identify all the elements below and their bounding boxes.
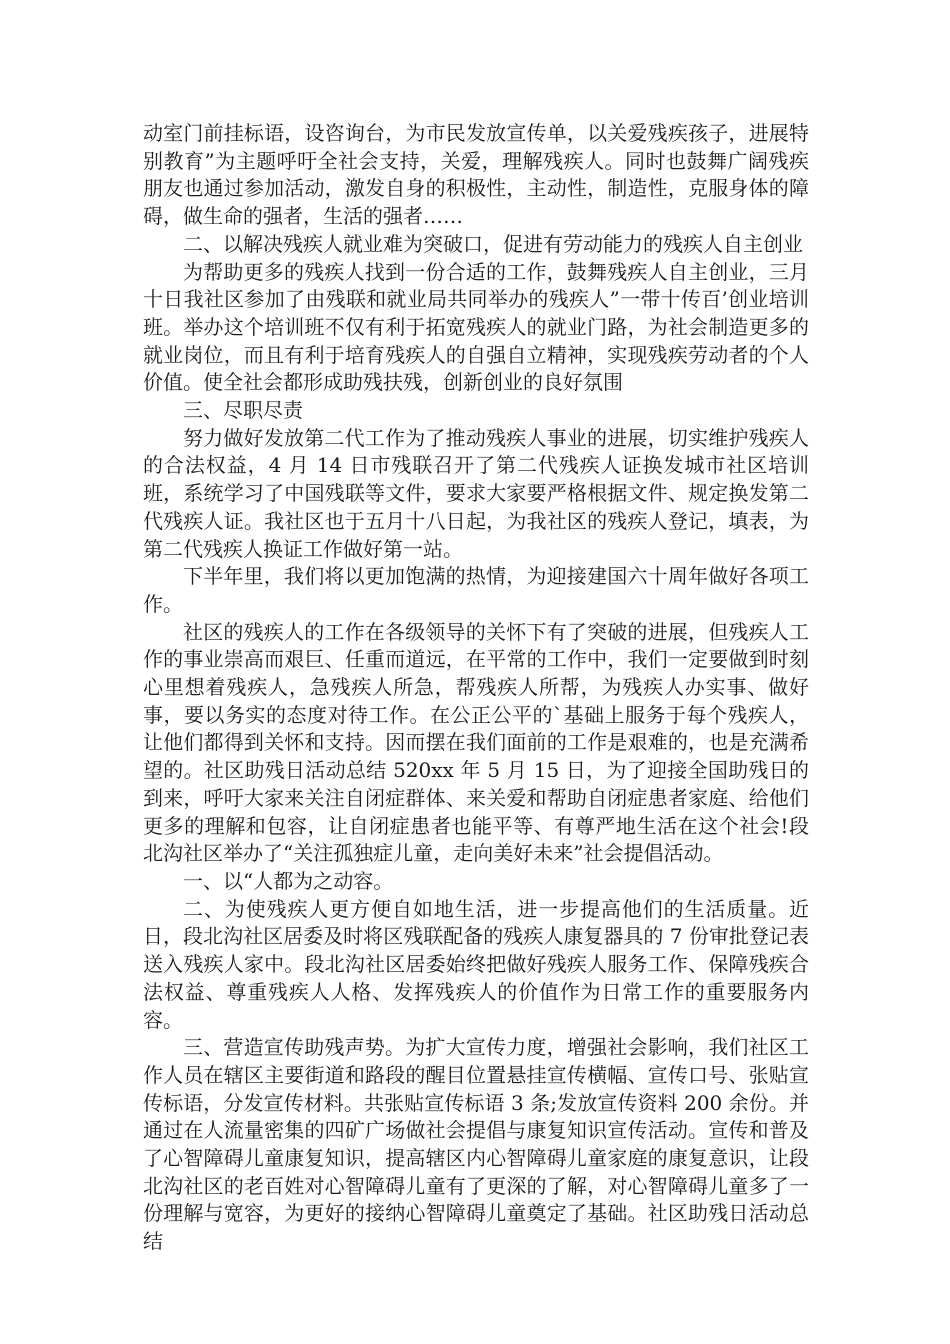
paragraph: 二、为使残疾人更方便自如地生活，进一步提高他们的生活质量。近日，段北沟社区居委及时将区残联配备的残疾人康复器具的 7 份审批登记表送入残疾人家中。段北沟社区居委始终把做好残疾人服务工作、保障残疾合法权益、尊重残疾人人格、发挥残疾人的价值作为日常工作的重要服务内容。 — [143, 896, 809, 1032]
section-heading-1: 一、以“人都为之动容。 — [183, 868, 394, 893]
section-heading-3: 三、尽职尽责 — [183, 398, 303, 423]
paragraph: 三、营造宣传助残声势。为扩大宣传力度，增强社会影响，我们社区工作人员在辖区主要街道和路段的醒目位置悬挂宣传横幅、宣传口号、张贴宣传标语，分发宣传材料。共张贴宣传标语 3 条;发放宣传资料 200 余份。并通过在人流量密集的四矿广场做社会提倡与康复知识宣传活动。宣传和普及了心智障碍儿童康复知识，提高辖区内心智障碍儿童家庭的康复意识，让段北沟社区的老百姓对心智障碍儿童有了更深的了解，对心智障碍儿童多了一份理解与宽容，为更好的接纳心智障碍儿童奠定了基础。社区助残日活动总结 — [143, 1035, 809, 1254]
paragraph: 动室门前挂标语，设咨询台，为市民发放宣传单，以关爱残疾孩子，进展特别教育”为主题呼吁全社会支持，关爱，理解残疾人。同时也鼓舞广阔残疾朋友也通过参加活动，激发自身的积极性，主动性，制造性，克服身体的障碍，做生命的强者，生活的强者…… — [143, 121, 809, 229]
paragraph: 为帮助更多的残疾人找到一份合适的工作，鼓舞残疾人自主创业，三月十日我社区参加了由残联和就业局共同举办的残疾人”一带十传百’创业培训班。举办这个培训班不仅有利于拓宽残疾人的就业门路，为社会制造更多的就业岗位，而且有利于培育残疾人的自强自立精神，实现残疾劳动者的个人价值。使全社会都形成助残扶残，创新创业的良好氛围 — [143, 259, 809, 395]
paragraph: 下半年里，我们将以更加饱满的热情，为迎接建国六十周年做好各项工作。 — [143, 564, 809, 616]
paragraph: 社区的残疾人的工作在各级领导的关怀下有了突破的进展，但残疾人工作的事业崇高而艰巨、任重而道远，在平常的工作中，我们一定要做到时刻心里想着残疾人，急残疾人所急，帮残疾人所帮，为残疾人办实事、做好事，要以务实的态度对待工作。在公正公平的`基础上服务于每个残疾人，让他们都得到关怀和支持。因而摆在我们面前的工作是艰难的，也是充满希望的。社区助残日活动总结 520xx 年 5 月 15 日，为了迎接全国助残日的到来，呼吁大家来关注自闭症群体、来关爱和帮助自闭症患者家庭、给他们更多的理解和包容，让自闭症患者也能平等、有尊严地生活在这个社会!段北沟社区举办了“关注孤独症儿童，走向美好未来”社会提倡活动。 — [143, 619, 809, 866]
document-body — [143, 120, 809, 1256]
section-heading-2: 二、以解决残疾人就业难为突破口，促进有劳动能力的残疾人自主创业 — [183, 231, 803, 256]
paragraph: 努力做好发放第二代工作为了推动残疾人事业的进展，切实维护残疾人的合法权益，4 月 14 日市残联召开了第二代残疾人证换发城市社区培训班，系统学习了中国残联等文件，要求大家要严格根据文件、规定换发第二代残疾人证。我社区也于五月十八日起，为我社区的残疾人登记，填表，为第二代残疾人换证工作做好第一站。 — [143, 425, 809, 561]
